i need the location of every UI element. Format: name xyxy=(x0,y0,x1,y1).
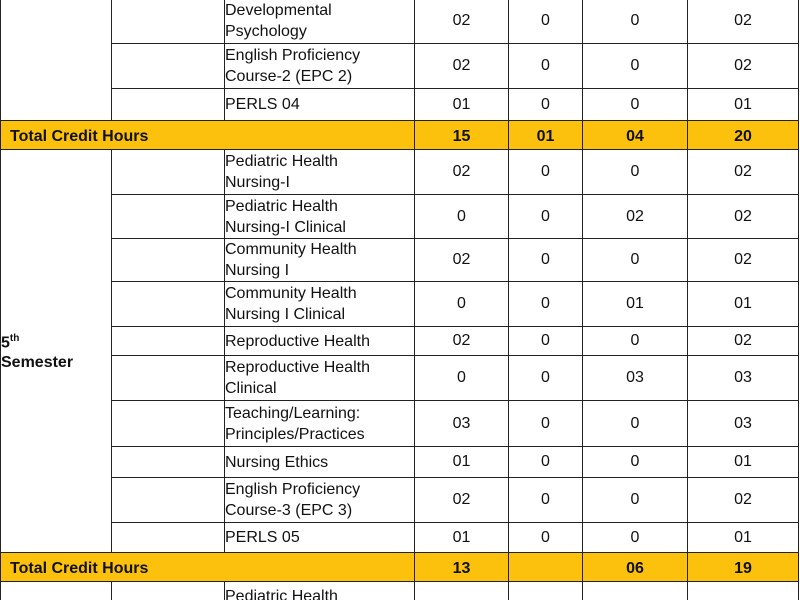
lab-credit: 0 xyxy=(509,239,583,282)
code-cell xyxy=(112,327,225,356)
clinical-credit: 0 xyxy=(583,150,688,195)
theory-credit: 02 xyxy=(415,150,509,195)
table-row xyxy=(1,523,799,553)
theory-credit: 02 xyxy=(415,0,509,44)
course-name: Community Health Nursing I Clinical xyxy=(225,282,415,327)
course-name: English Proficiency Course-2 (EPC 2) xyxy=(225,44,415,89)
total-theory: 15 xyxy=(415,121,509,150)
code-cell xyxy=(112,356,225,401)
code-cell xyxy=(112,0,225,44)
total-credit: 02 xyxy=(688,478,799,523)
theory-credit: 01 xyxy=(415,523,509,553)
table-row xyxy=(1,282,799,327)
total-credit: 01 xyxy=(688,523,799,553)
code-cell xyxy=(112,89,225,121)
total-credit-hours-row xyxy=(1,121,799,150)
total-credit: 02 xyxy=(688,150,799,195)
clinical-credit: 0 xyxy=(583,401,688,447)
total-credit: 03 xyxy=(688,401,799,447)
theory-credit xyxy=(415,582,509,600)
total-credit-hours-row xyxy=(1,553,799,582)
lab-credit xyxy=(509,582,583,600)
code-cell xyxy=(112,447,225,478)
total-credit: 02 xyxy=(688,0,799,44)
lab-credit: 0 xyxy=(509,447,583,478)
theory-credit: 02 xyxy=(415,44,509,89)
clinical-credit: 0 xyxy=(583,478,688,523)
total-clinical: 04 xyxy=(583,121,688,150)
semester-cell xyxy=(1,582,112,600)
theory-credit: 0 xyxy=(415,195,509,239)
lab-credit: 0 xyxy=(509,89,583,121)
clinical-credit: 0 xyxy=(583,89,688,121)
course-name: Community Health Nursing I xyxy=(225,239,415,282)
clinical-credit: 0 xyxy=(583,327,688,356)
lab-credit: 0 xyxy=(509,150,583,195)
course-name: Reproductive Health Clinical xyxy=(225,356,415,401)
clinical-credit: 0 xyxy=(583,523,688,553)
table-row xyxy=(1,0,799,44)
total-credit: 03 xyxy=(688,356,799,401)
lab-credit: 0 xyxy=(509,356,583,401)
code-cell xyxy=(112,582,225,600)
course-name: Pediatric Health Nursing-I Clinical xyxy=(225,195,415,239)
clinical-credit: 0 xyxy=(583,239,688,282)
course-name: English Proficiency Course-3 (EPC 3) xyxy=(225,478,415,523)
theory-credit: 02 xyxy=(415,478,509,523)
theory-credit: 03 xyxy=(415,401,509,447)
total-clinical: 06 xyxy=(583,553,688,582)
theory-credit: 02 xyxy=(415,239,509,282)
code-cell xyxy=(112,523,225,553)
table-row xyxy=(1,89,799,121)
clinical-credit: 01 xyxy=(583,282,688,327)
total-lab: 01 xyxy=(509,121,583,150)
code-cell xyxy=(112,44,225,89)
table-row xyxy=(1,327,799,356)
total-credit xyxy=(688,582,799,600)
total-credit: 02 xyxy=(688,239,799,282)
code-cell xyxy=(112,401,225,447)
lab-credit: 0 xyxy=(509,195,583,239)
lab-credit: 0 xyxy=(509,282,583,327)
total-credit: 02 xyxy=(688,327,799,356)
code-cell xyxy=(112,239,225,282)
total-lab xyxy=(509,553,583,582)
course-name: Teaching/Learning: Principles/Practices xyxy=(225,401,415,447)
theory-credit: 0 xyxy=(415,282,509,327)
lab-credit: 0 xyxy=(509,44,583,89)
semester-cell xyxy=(1,0,112,121)
total-all: 19 xyxy=(688,553,799,582)
total-credit: 02 xyxy=(688,44,799,89)
clinical-credit: 0 xyxy=(583,447,688,478)
code-cell xyxy=(112,282,225,327)
table-row xyxy=(1,195,799,239)
total-credit: 01 xyxy=(688,282,799,327)
table-row xyxy=(1,239,799,282)
course-name: PERLS 05 xyxy=(225,523,415,553)
table-row-partial xyxy=(1,582,799,600)
table-row xyxy=(1,150,799,195)
semester-label: 5th Semester xyxy=(1,150,112,553)
course-name: Reproductive Health xyxy=(225,327,415,356)
course-name: PERLS 04 xyxy=(225,89,415,121)
clinical-credit xyxy=(583,582,688,600)
total-credit: 02 xyxy=(688,195,799,239)
lab-credit: 0 xyxy=(509,401,583,447)
lab-credit: 0 xyxy=(509,523,583,553)
code-cell xyxy=(112,195,225,239)
total-all: 20 xyxy=(688,121,799,150)
lab-credit: 0 xyxy=(509,327,583,356)
course-name: Nursing Ethics xyxy=(225,447,415,478)
course-name: Pediatric Health xyxy=(225,582,415,600)
table-row xyxy=(1,44,799,89)
lab-credit: 0 xyxy=(509,0,583,44)
total-credit: 01 xyxy=(688,447,799,478)
code-cell xyxy=(112,478,225,523)
clinical-credit: 02 xyxy=(583,195,688,239)
clinical-credit: 03 xyxy=(583,356,688,401)
course-name: Pediatric Health Nursing-I xyxy=(225,150,415,195)
total-label: Total Credit Hours xyxy=(1,553,415,582)
theory-credit: 0 xyxy=(415,356,509,401)
clinical-credit: 0 xyxy=(583,44,688,89)
course-name: Developmental Psychology xyxy=(225,0,415,44)
table-row xyxy=(1,447,799,478)
clinical-credit: 0 xyxy=(583,0,688,44)
total-label: Total Credit Hours xyxy=(1,121,415,150)
lab-credit: 0 xyxy=(509,478,583,523)
theory-credit: 02 xyxy=(415,327,509,356)
table-row xyxy=(1,356,799,401)
total-theory: 13 xyxy=(415,553,509,582)
total-credit: 01 xyxy=(688,89,799,121)
theory-credit: 01 xyxy=(415,447,509,478)
code-cell xyxy=(112,150,225,195)
theory-credit: 01 xyxy=(415,89,509,121)
table-row xyxy=(1,478,799,523)
table-row xyxy=(1,401,799,447)
